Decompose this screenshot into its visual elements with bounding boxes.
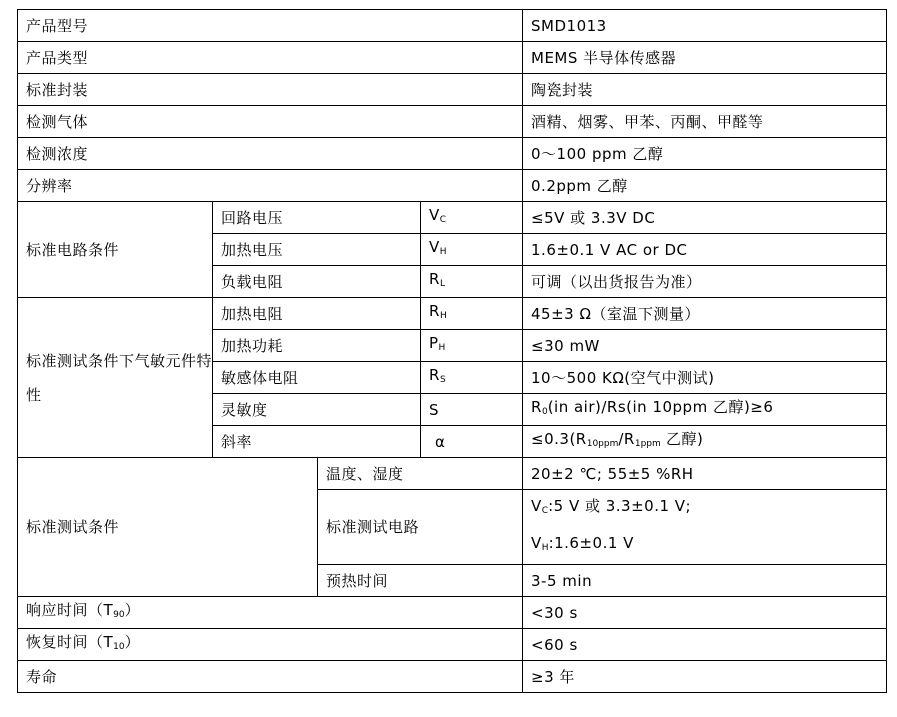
test-preheat-name: 预热时间 bbox=[318, 565, 523, 597]
char-item-value: ≤30 mW bbox=[523, 330, 887, 362]
type-label: 产品类型 bbox=[18, 42, 523, 74]
gas-label: 检测气体 bbox=[18, 106, 523, 138]
char-item-value: 45±3 Ω（室温下测量） bbox=[523, 298, 887, 330]
circuit-group-label: 标准电路条件 bbox=[18, 202, 213, 298]
char-item-name: 加热电阻 bbox=[213, 298, 421, 330]
char-item-name: 加热功耗 bbox=[213, 330, 421, 362]
test-preheat-value: 3-5 min bbox=[523, 565, 887, 597]
gas-value: 酒精、烟雾、甲苯、丙酮、甲醛等 bbox=[523, 106, 887, 138]
char-item-name: 敏感体电阻 bbox=[213, 362, 421, 394]
resolution-value: 0.2ppm 乙醇 bbox=[523, 170, 887, 202]
row-recovery bbox=[18, 629, 887, 661]
test-circuit-line2: $V_H:1.6\pm 0.1$ V bbox=[531, 534, 634, 553]
characteristics-group-label: 标准测试条件下气敏元件特性 bbox=[18, 298, 213, 458]
char-item-symbol: S bbox=[421, 394, 523, 426]
test-group-label: 标准测试条件 bbox=[18, 458, 318, 597]
circuit-item-value: ≤5V 或 3.3V DC bbox=[523, 202, 887, 234]
test-temp-name: 温度、湿度 bbox=[318, 458, 523, 490]
circuit-item-symbol: $V_H$ bbox=[421, 234, 523, 266]
test-circuit-line1: $V_C:5$ V 或 3.3±0.1 V; bbox=[531, 497, 692, 516]
circuit-item-value: 1.6±0.1 V AC or DC bbox=[523, 234, 887, 266]
char-item-name: 灵敏度 bbox=[213, 394, 421, 426]
response-label: 响应时间$(T_{90})$ bbox=[18, 597, 523, 629]
test-circuit-name: 标准测试电路 bbox=[318, 490, 523, 565]
row-type bbox=[18, 42, 887, 74]
row-gas bbox=[18, 106, 887, 138]
char-item-symbol: $R_S$ bbox=[421, 362, 523, 394]
char-item-name: 斜率 bbox=[213, 426, 421, 458]
char-item-value: $R_0(in$ air)/Rs(in 10ppm 乙醇)≥6 bbox=[523, 394, 887, 426]
circuit-item-name: 回路电压 bbox=[213, 202, 421, 234]
char-item-symbol: $R_H$ bbox=[421, 298, 523, 330]
row-test-1 bbox=[18, 458, 887, 490]
package-value: 陶瓷封装 bbox=[523, 74, 887, 106]
char-item-value: 10～500 KΩ(空气中测试) bbox=[523, 362, 887, 394]
row-response bbox=[18, 597, 887, 629]
row-package bbox=[18, 74, 887, 106]
row-resolution bbox=[18, 170, 887, 202]
circuit-item-value: 可调（以出货报告为准） bbox=[523, 266, 887, 298]
char-item-value: $\le 0.3(R_{10ppm}/R_{1ppm}$ 乙醇) bbox=[523, 426, 887, 458]
circuit-item-symbol: $V_C$ bbox=[421, 202, 523, 234]
test-circuit-value bbox=[523, 490, 887, 565]
row-concentration bbox=[18, 138, 887, 170]
circuit-item-symbol: $R_L$ bbox=[421, 266, 523, 298]
char-item-symbol: $P_H$ bbox=[421, 330, 523, 362]
life-label: 寿命 bbox=[18, 661, 523, 693]
test-temp-value: 20±2 ℃; 55±5 %RH bbox=[523, 458, 887, 490]
row-circuit-1 bbox=[18, 202, 887, 234]
row-char-1 bbox=[18, 298, 887, 330]
circuit-item-name: 加热电压 bbox=[213, 234, 421, 266]
package-label: 标准封装 bbox=[18, 74, 523, 106]
response-value: <30 s bbox=[523, 597, 887, 629]
concentration-value: 0～100 ppm 乙醇 bbox=[523, 138, 887, 170]
recovery-label: 恢复时间$(T_{10})$ bbox=[18, 629, 523, 661]
model-label: 产品型号 bbox=[18, 10, 523, 42]
life-value: ≥3 年 bbox=[523, 661, 887, 693]
row-model bbox=[18, 10, 887, 42]
type-value: MEMS 半导体传感器 bbox=[523, 42, 887, 74]
recovery-value: <60 s bbox=[523, 629, 887, 661]
model-value: SMD1013 bbox=[523, 10, 887, 42]
circuit-item-name: 负载电阻 bbox=[213, 266, 421, 298]
char-item-symbol: α bbox=[421, 426, 523, 458]
row-life bbox=[18, 661, 887, 693]
spec-table bbox=[17, 9, 887, 693]
concentration-label: 检测浓度 bbox=[18, 138, 523, 170]
resolution-label: 分辨率 bbox=[18, 170, 523, 202]
